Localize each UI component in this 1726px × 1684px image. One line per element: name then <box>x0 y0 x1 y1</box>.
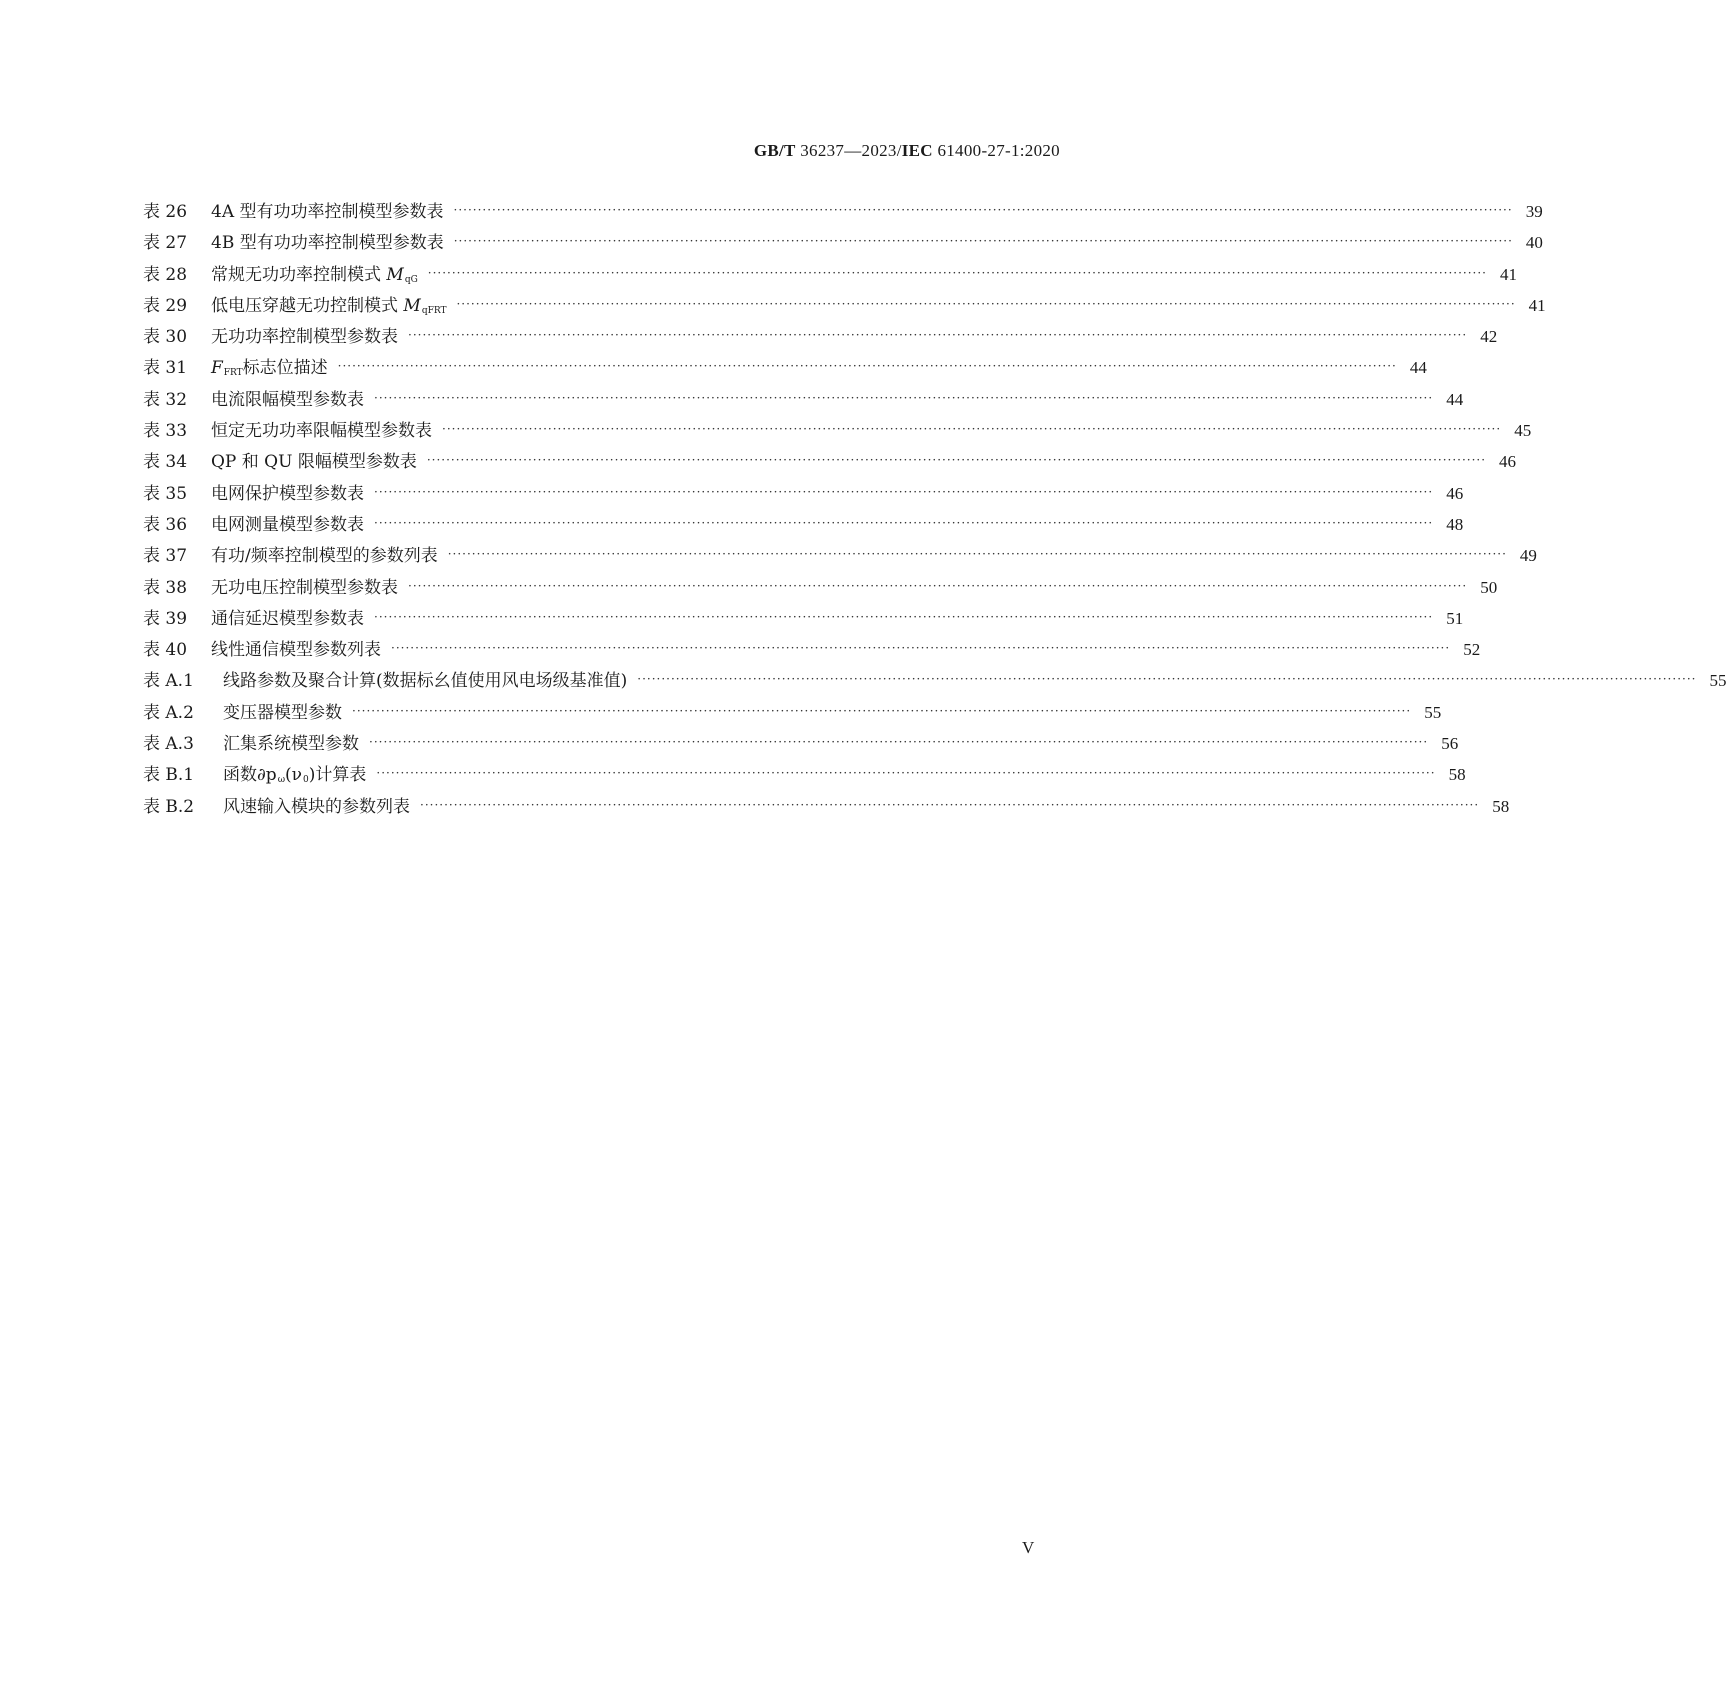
toc-title-title-end: )计算表 <box>308 765 367 786</box>
toc-entry-label: 表 27 <box>143 233 188 254</box>
toc-entry-label: 表 30 <box>143 327 188 348</box>
toc-entry-label: 表 38 <box>143 577 188 598</box>
toc-entry-label: 表 B.2 <box>143 796 195 817</box>
toc-title-title: 4A 型有功功率控制模型参数表 <box>211 202 444 222</box>
toc-entry-label: 表 29 <box>143 295 188 316</box>
toc-dot-leader: ···························································································································································································································· <box>453 203 1513 217</box>
toc-entry[interactable] <box>143 509 1464 540</box>
toc-entry[interactable] <box>143 384 1464 415</box>
toc-entry[interactable] <box>143 196 1543 227</box>
toc-title-title: 无功电压控制模型参数表 <box>211 577 398 598</box>
toc-entry-label: 表 34 <box>143 452 188 473</box>
toc-entry-label: 表 39 <box>143 608 188 629</box>
toc-entry-title <box>211 385 370 416</box>
toc-title-math-prefix: F <box>211 358 223 379</box>
toc-dot-leader: ···························································································································································································································· <box>408 578 1468 593</box>
toc-entry-page: 40 <box>1525 233 1543 253</box>
toc-title-math: M <box>386 264 404 285</box>
toc-dot-leader: ···························································································································································································································· <box>426 453 1487 468</box>
toc-entry[interactable] <box>143 572 1498 603</box>
toc-entry-label: 表 37 <box>143 546 188 567</box>
toc-entry[interactable] <box>143 540 1537 571</box>
toc-entry-title <box>211 604 370 635</box>
toc-entry[interactable] <box>143 290 1546 321</box>
toc-entry-page: 55 <box>1424 702 1442 722</box>
toc-entry-page: 39 <box>1525 202 1543 221</box>
table-of-tables <box>143 196 1726 822</box>
toc-entry-title <box>223 792 416 823</box>
toc-dot-leader: ···························································································································································································································· <box>637 672 1697 687</box>
toc-dot-leader: ···························································································································································································································· <box>376 766 1436 781</box>
toc-entry-title <box>211 510 370 541</box>
toc-entry-page: 41 <box>1528 295 1546 315</box>
toc-entry[interactable] <box>143 791 1510 822</box>
toc-entry[interactable] <box>143 415 1532 446</box>
toc-entry[interactable] <box>143 728 1459 759</box>
toc-title-title: 线路参数及聚合计算(数据标幺值使用风电场级基准值) <box>223 671 628 692</box>
toc-title-math: M <box>403 295 421 316</box>
toc-entry-page: 55 <box>1709 671 1726 691</box>
toc-entry[interactable] <box>143 446 1517 477</box>
toc-entry-page: 49 <box>1519 546 1537 566</box>
toc-title-title: 4B 型有功功率控制模型参数表 <box>211 233 444 254</box>
toc-entry-title <box>211 228 450 259</box>
toc-entry-title <box>211 416 438 447</box>
toc-entry-page: 50 <box>1480 577 1498 597</box>
toc-entry[interactable] <box>143 697 1442 728</box>
toc-entry-label: 表 A.3 <box>143 734 194 755</box>
toc-title-title-suffix: (ν <box>285 765 302 786</box>
toc-entry-page: 44 <box>1409 358 1427 378</box>
toc-entry-label: 表 B.1 <box>143 765 195 786</box>
page-header <box>754 141 1060 161</box>
toc-entry-label: 表 35 <box>143 483 188 504</box>
toc-dot-leader: ···························································································································································································································· <box>374 390 1434 405</box>
toc-title-title: 无功功率控制模型参数表 <box>211 327 398 348</box>
toc-dot-leader: ···························································································································································································································· <box>408 328 1468 343</box>
toc-dot-leader: ···························································································································································································································· <box>369 735 1429 750</box>
toc-entry-title <box>211 197 450 228</box>
toc-title-title: 线性通信模型参数列表 <box>211 640 381 661</box>
toc-entry-title <box>223 729 365 760</box>
toc-title-title: 低电压穿越无功控制模式 <box>211 295 404 316</box>
toc-entry-page: 51 <box>1446 608 1464 628</box>
toc-entry-label: 表 A.1 <box>143 671 194 692</box>
toc-entry-title <box>211 447 423 478</box>
toc-entry-title <box>223 698 348 729</box>
toc-entry-label: 表 36 <box>143 514 188 535</box>
standard-number: 36237—2023/ <box>795 141 902 160</box>
toc-entry-title <box>211 635 387 666</box>
toc-title-sub2: 0 <box>303 775 309 786</box>
toc-entry-page: 58 <box>1448 765 1466 785</box>
toc-entry-label: 表 A.2 <box>143 702 194 723</box>
toc-dot-leader: ···························································································································································································································· <box>456 296 1516 311</box>
toc-dot-leader: ···························································································································································································································· <box>352 703 1412 718</box>
toc-entry-page: 58 <box>1492 796 1510 816</box>
toc-title-title: 常规无功功率控制模式 <box>211 264 387 285</box>
toc-title-title: 函数∂p <box>223 765 277 786</box>
toc-entry-label: 表 40 <box>143 640 188 661</box>
toc-dot-leader: ···························································································································································································································· <box>391 641 1451 656</box>
toc-title-sub-prefix: FRT <box>223 368 243 379</box>
toc-title-title: 电网保护模型参数表 <box>211 483 364 504</box>
toc-entry-page: 48 <box>1446 514 1464 534</box>
toc-title-title: 电流限幅模型参数表 <box>211 389 364 410</box>
toc-dot-leader: ···························································································································································································································· <box>447 547 1507 562</box>
toc-entry-label: 表 26 <box>143 202 188 222</box>
toc-entry-label: 表 33 <box>143 421 188 442</box>
toc-title-title: QP 和 QU 限幅模型参数表 <box>211 452 417 473</box>
toc-title-title: 标志位描述 <box>242 358 328 379</box>
toc-entry-title <box>211 322 404 353</box>
toc-title-title: 通信延迟模型参数表 <box>211 608 364 629</box>
toc-dot-leader: ···························································································································································································································· <box>453 234 1513 249</box>
toc-dot-leader: ···························································································································································································································· <box>374 515 1434 530</box>
toc-entry[interactable] <box>143 227 1543 258</box>
toc-title-title: 有功/频率控制模型的参数列表 <box>211 546 438 567</box>
toc-dot-leader: ···························································································································································································································· <box>420 797 1480 812</box>
toc-dot-leader: ···························································································································································································································· <box>442 422 1502 437</box>
toc-dot-leader: ···························································································································································································································· <box>427 265 1487 280</box>
toc-entry-title <box>211 479 370 510</box>
toc-entry[interactable] <box>143 665 1726 696</box>
toc-entry-label: 表 28 <box>143 264 188 285</box>
toc-entry-page: 42 <box>1480 327 1498 347</box>
toc-title-title: 恒定无功功率限幅模型参数表 <box>211 421 432 442</box>
toc-entry-page: 46 <box>1446 483 1464 503</box>
toc-entry-page: 52 <box>1463 640 1481 660</box>
toc-dot-leader: ···························································································································································································································· <box>374 609 1434 624</box>
toc-dot-leader: ···························································································································································································································· <box>337 359 1397 374</box>
toc-entry-page: 45 <box>1514 421 1532 441</box>
toc-entry-page: 46 <box>1499 452 1517 472</box>
toc-entry[interactable] <box>143 759 1466 790</box>
toc-title-title: 变压器模型参数 <box>223 702 342 723</box>
toc-entry[interactable] <box>143 352 1427 383</box>
toc-entry-title <box>223 666 633 697</box>
toc-title-title: 电网测量模型参数表 <box>211 514 364 535</box>
toc-title-sub: qFRT <box>421 305 447 316</box>
toc-entry[interactable] <box>143 321 1498 352</box>
toc-entry-page: 56 <box>1441 734 1459 754</box>
page-number: V <box>1022 1538 1035 1557</box>
iec-prefix: IEC <box>901 141 933 160</box>
toc-entry-page: 44 <box>1446 389 1464 409</box>
toc-title-title: 汇集系统模型参数 <box>223 734 359 755</box>
toc-dot-leader: ···························································································································································································································· <box>374 484 1434 499</box>
toc-entry-label: 表 32 <box>143 389 188 410</box>
toc-entry-title <box>211 573 404 604</box>
toc-title-sub: ω <box>277 775 286 786</box>
toc-entry-page: 41 <box>1499 264 1517 284</box>
toc-entry-label: 表 31 <box>143 358 188 379</box>
toc-entry-title <box>211 541 444 572</box>
toc-entry[interactable] <box>143 603 1464 634</box>
toc-entry[interactable] <box>143 634 1481 665</box>
iec-number: 61400-27-1:2020 <box>932 141 1060 160</box>
standard-prefix: GB/T <box>753 141 796 160</box>
toc-entry[interactable] <box>143 259 1517 290</box>
toc-entry[interactable] <box>143 478 1464 509</box>
toc-title-sub: qG <box>404 274 418 285</box>
toc-title-title: 风速输入模块的参数列表 <box>223 796 410 817</box>
